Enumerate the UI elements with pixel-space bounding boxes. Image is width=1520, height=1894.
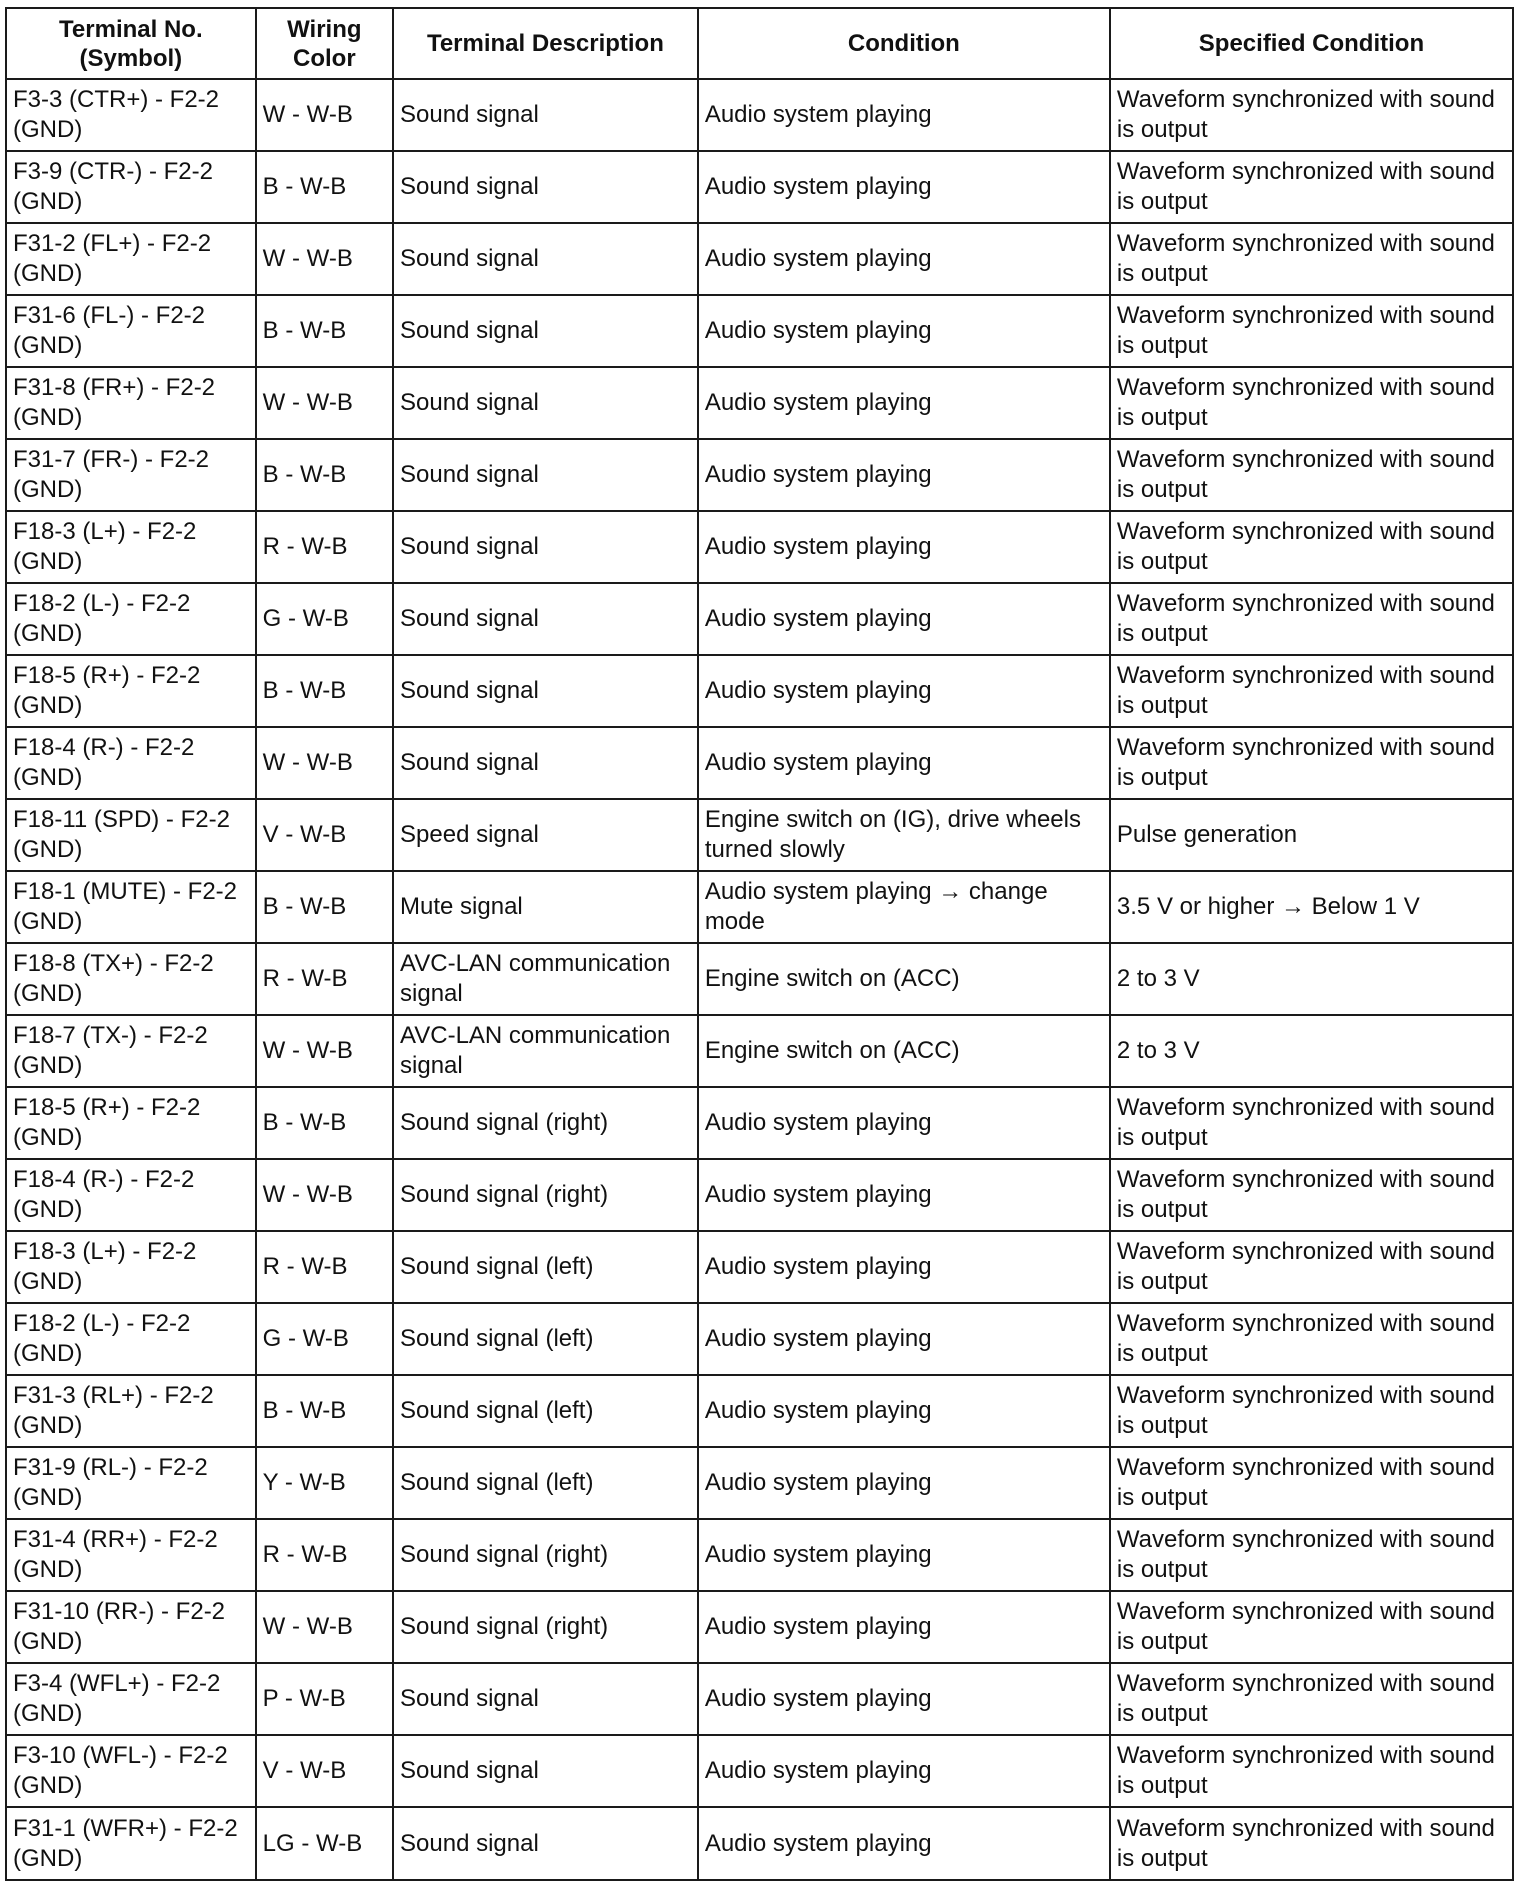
table-row (6, 1375, 1513, 1447)
table-row (6, 1807, 1513, 1880)
table-row (6, 727, 1513, 799)
terminal-description-cell: Sound signal (393, 439, 698, 511)
header-wiring-color: Wiring Color (256, 8, 393, 79)
wiring-color-cell: LG - W-B (256, 1807, 393, 1880)
terminal-cell: F18-2 (L-) - F2-2 (GND) (6, 1303, 256, 1375)
terminal-description-cell: Sound signal (393, 367, 698, 439)
terminal-cell: F3-3 (CTR+) - F2-2 (GND) (6, 79, 256, 151)
table-row (6, 1159, 1513, 1231)
specified-condition-cell: Waveform synchronized with sound is output (1110, 151, 1513, 223)
condition-cell: Audio system playing (698, 367, 1110, 439)
terminal-description-cell: Sound signal (393, 1807, 698, 1880)
condition-cell: Audio system playing (698, 1807, 1110, 1880)
specified-condition-cell: Waveform synchronized with sound is output (1110, 1519, 1513, 1591)
terminal-cell: F18-3 (L+) - F2-2 (GND) (6, 511, 256, 583)
wiring-color-cell: V - W-B (256, 799, 393, 871)
table-row (6, 151, 1513, 223)
condition-cell: Audio system playing (698, 439, 1110, 511)
specified-condition-cell: 2 to 3 V (1110, 943, 1513, 1015)
table-row (6, 223, 1513, 295)
terminal-table-container (5, 7, 1514, 1881)
terminal-cell: F18-2 (L-) - F2-2 (GND) (6, 583, 256, 655)
specified-condition-cell: 2 to 3 V (1110, 1015, 1513, 1087)
terminal-cell: F18-1 (MUTE) - F2-2 (GND) (6, 871, 256, 943)
condition-cell: Audio system playing (698, 1591, 1110, 1663)
table-row (6, 1015, 1513, 1087)
table-row (6, 1087, 1513, 1159)
terminal-description-cell: Sound signal (left) (393, 1231, 698, 1303)
wiring-color-cell: W - W-B (256, 223, 393, 295)
table-row (6, 367, 1513, 439)
condition-cell: Audio system playing (698, 1375, 1110, 1447)
wiring-color-cell: B - W-B (256, 655, 393, 727)
specified-condition-cell: Waveform synchronized with sound is output (1110, 1591, 1513, 1663)
terminal-description-cell: Sound signal (393, 223, 698, 295)
condition-cell: Engine switch on (IG), drive wheels turned slowly (698, 799, 1110, 871)
terminal-description-cell: Sound signal (right) (393, 1519, 698, 1591)
terminal-description-cell: Sound signal (393, 295, 698, 367)
terminal-description-cell: AVC-LAN communication signal (393, 943, 698, 1015)
terminal-cell: F31-6 (FL-) - F2-2 (GND) (6, 295, 256, 367)
table-row (6, 871, 1513, 943)
condition-cell: Audio system playing (698, 1735, 1110, 1807)
table-row (6, 1447, 1513, 1519)
condition-cell: Engine switch on (ACC) (698, 1015, 1110, 1087)
condition-cell: Audio system playing (698, 151, 1110, 223)
terminal-description-cell: Sound signal (right) (393, 1087, 698, 1159)
table-row (6, 79, 1513, 151)
terminal-cell: F31-7 (FR-) - F2-2 (GND) (6, 439, 256, 511)
terminal-description-cell: Sound signal (right) (393, 1159, 698, 1231)
specified-condition-cell: Waveform synchronized with sound is output (1110, 1807, 1513, 1880)
condition-cell: Audio system playing (698, 655, 1110, 727)
terminal-description-cell: Sound signal (393, 655, 698, 727)
wiring-color-cell: W - W-B (256, 727, 393, 799)
specified-condition-cell: Waveform synchronized with sound is output (1110, 223, 1513, 295)
wiring-color-cell: W - W-B (256, 1591, 393, 1663)
terminal-description-cell: Sound signal (393, 511, 698, 583)
terminal-description-cell: Sound signal (left) (393, 1447, 698, 1519)
table-row (6, 1519, 1513, 1591)
condition-cell: Audio system playing (698, 511, 1110, 583)
condition-cell: Audio system playing (698, 295, 1110, 367)
table-row (6, 439, 1513, 511)
specified-condition-cell: Waveform synchronized with sound is output (1110, 1447, 1513, 1519)
condition-cell: Audio system playing (698, 727, 1110, 799)
terminal-description-cell: Sound signal (393, 727, 698, 799)
condition-cell: Audio system playing (698, 1087, 1110, 1159)
condition-cell: Audio system playing → change mode (698, 871, 1110, 943)
terminal-cell: F18-4 (R-) - F2-2 (GND) (6, 1159, 256, 1231)
wiring-color-cell: R - W-B (256, 511, 393, 583)
table-row (6, 799, 1513, 871)
terminal-cell: F3-4 (WFL+) - F2-2 (GND) (6, 1663, 256, 1735)
header-specified-condition: Specified Condition (1110, 8, 1513, 79)
table-header (6, 8, 1513, 79)
wiring-color-cell: V - W-B (256, 1735, 393, 1807)
wiring-color-cell: B - W-B (256, 1087, 393, 1159)
terminal-description-cell: Sound signal (393, 1663, 698, 1735)
wiring-color-cell: B - W-B (256, 1375, 393, 1447)
specified-condition-cell: Waveform synchronized with sound is output (1110, 583, 1513, 655)
specified-condition-cell: Waveform synchronized with sound is output (1110, 1303, 1513, 1375)
terminal-cell: F18-11 (SPD) - F2-2 (GND) (6, 799, 256, 871)
wiring-color-cell: W - W-B (256, 79, 393, 151)
terminal-description-cell: Sound signal (393, 151, 698, 223)
specified-condition-cell: Waveform synchronized with sound is output (1110, 1159, 1513, 1231)
terminal-description-cell: AVC-LAN communication signal (393, 1015, 698, 1087)
terminal-cell: F18-5 (R+) - F2-2 (GND) (6, 1087, 256, 1159)
wiring-color-cell: W - W-B (256, 1015, 393, 1087)
terminal-cell: F3-10 (WFL-) - F2-2 (GND) (6, 1735, 256, 1807)
terminal-cell: F18-3 (L+) - F2-2 (GND) (6, 1231, 256, 1303)
specified-condition-cell: Waveform synchronized with sound is output (1110, 439, 1513, 511)
terminal-cell: F31-1 (WFR+) - F2-2 (GND) (6, 1807, 256, 1880)
terminal-description-cell: Sound signal (right) (393, 1591, 698, 1663)
terminal-cell: F31-4 (RR+) - F2-2 (GND) (6, 1519, 256, 1591)
wiring-color-cell: G - W-B (256, 1303, 393, 1375)
specified-condition-cell: Waveform synchronized with sound is output (1110, 1087, 1513, 1159)
condition-cell: Audio system playing (698, 583, 1110, 655)
wiring-color-cell: B - W-B (256, 871, 393, 943)
table-body (6, 79, 1513, 1880)
terminal-cell: F31-3 (RL+) - F2-2 (GND) (6, 1375, 256, 1447)
table-row (6, 943, 1513, 1015)
header-terminal: Terminal No. (Symbol) (6, 8, 256, 79)
specified-condition-cell: Pulse generation (1110, 799, 1513, 871)
terminal-description-cell: Sound signal (393, 79, 698, 151)
wiring-color-cell: B - W-B (256, 439, 393, 511)
specified-condition-cell: 3.5 V or higher → Below 1 V (1110, 871, 1513, 943)
specified-condition-cell: Waveform synchronized with sound is output (1110, 295, 1513, 367)
terminal-cell: F31-9 (RL-) - F2-2 (GND) (6, 1447, 256, 1519)
table-row (6, 1663, 1513, 1735)
condition-cell: Audio system playing (698, 1519, 1110, 1591)
wiring-color-cell: R - W-B (256, 943, 393, 1015)
table-row (6, 1735, 1513, 1807)
wiring-color-cell: P - W-B (256, 1663, 393, 1735)
condition-cell: Audio system playing (698, 1663, 1110, 1735)
wiring-color-cell: R - W-B (256, 1231, 393, 1303)
specified-condition-cell: Waveform synchronized with sound is output (1110, 1663, 1513, 1735)
terminal-cell: F31-2 (FL+) - F2-2 (GND) (6, 223, 256, 295)
condition-cell: Audio system playing (698, 223, 1110, 295)
specified-condition-cell: Waveform synchronized with sound is output (1110, 655, 1513, 727)
condition-cell: Audio system playing (698, 79, 1110, 151)
wiring-color-cell: B - W-B (256, 151, 393, 223)
header-row (6, 8, 1513, 79)
terminal-cell: F18-8 (TX+) - F2-2 (GND) (6, 943, 256, 1015)
table-row (6, 583, 1513, 655)
terminal-description-cell: Speed signal (393, 799, 698, 871)
wiring-color-cell: R - W-B (256, 1519, 393, 1591)
table-row (6, 655, 1513, 727)
specified-condition-cell: Waveform synchronized with sound is output (1110, 1735, 1513, 1807)
terminal-description-cell: Sound signal (left) (393, 1303, 698, 1375)
condition-cell: Audio system playing (698, 1159, 1110, 1231)
terminal-cell: F31-10 (RR-) - F2-2 (GND) (6, 1591, 256, 1663)
wiring-color-cell: B - W-B (256, 295, 393, 367)
table-row (6, 1303, 1513, 1375)
specified-condition-cell: Waveform synchronized with sound is output (1110, 1231, 1513, 1303)
wiring-color-cell: G - W-B (256, 583, 393, 655)
condition-cell: Audio system playing (698, 1447, 1110, 1519)
terminal-cell: F18-5 (R+) - F2-2 (GND) (6, 655, 256, 727)
terminal-description-cell: Sound signal (393, 583, 698, 655)
condition-cell: Engine switch on (ACC) (698, 943, 1110, 1015)
specified-condition-cell: Waveform synchronized with sound is output (1110, 511, 1513, 583)
terminal-description-cell: Mute signal (393, 871, 698, 943)
condition-cell: Audio system playing (698, 1303, 1110, 1375)
terminal-cell: F18-7 (TX-) - F2-2 (GND) (6, 1015, 256, 1087)
table-row (6, 1591, 1513, 1663)
terminal-cell: F31-8 (FR+) - F2-2 (GND) (6, 367, 256, 439)
terminal-cell: F18-4 (R-) - F2-2 (GND) (6, 727, 256, 799)
terminal-cell: F3-9 (CTR-) - F2-2 (GND) (6, 151, 256, 223)
table-row (6, 511, 1513, 583)
specified-condition-cell: Waveform synchronized with sound is output (1110, 367, 1513, 439)
table-row (6, 295, 1513, 367)
wiring-color-cell: W - W-B (256, 1159, 393, 1231)
specified-condition-cell: Waveform synchronized with sound is output (1110, 727, 1513, 799)
terminal-inspection-table (5, 7, 1514, 1881)
condition-cell: Audio system playing (698, 1231, 1110, 1303)
table-row (6, 1231, 1513, 1303)
specified-condition-cell: Waveform synchronized with sound is output (1110, 79, 1513, 151)
header-terminal-description: Terminal Description (393, 8, 698, 79)
specified-condition-cell: Waveform synchronized with sound is output (1110, 1375, 1513, 1447)
wiring-color-cell: Y - W-B (256, 1447, 393, 1519)
wiring-color-cell: W - W-B (256, 367, 393, 439)
header-condition: Condition (698, 8, 1110, 79)
terminal-description-cell: Sound signal (left) (393, 1375, 698, 1447)
terminal-description-cell: Sound signal (393, 1735, 698, 1807)
